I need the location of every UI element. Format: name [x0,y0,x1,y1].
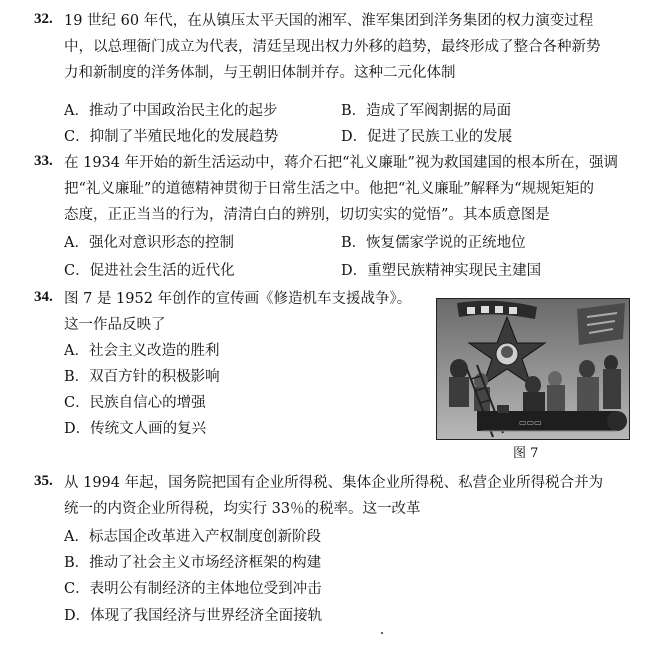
stem-line: 19 世纪 60 年代，在从镇压太平天国的湘军、淮军集团到洋务集团的权力演变过程 [64,13,594,29]
propaganda-poster-image [436,298,630,440]
stem-line: 这一作品反映了 [64,317,166,333]
option-c[interactable]: C．抑制了半殖民地化的发展趋势 [64,129,279,145]
option-b[interactable]: B．恢复儒家学说的正统地位 [341,235,526,251]
question-stem [64,150,632,228]
page-mark-dot [381,632,383,634]
question-number: 33. [34,153,53,169]
question-number: 34. [34,289,53,305]
stem-line: 力和新制度的洋务体制，与王朝旧体制并存。这种二元化体制 [64,65,456,81]
question-number: 32. [34,11,53,27]
option-c[interactable]: C．促进社会生活的近代化 [64,263,235,279]
option-d[interactable]: D．重塑民族精神实现民主建国 [341,263,542,279]
stem-line: 把“礼义廉耻”的道德精神贯彻于日常生活之中。他把“礼义廉耻”解释为“规规矩矩的 [64,181,595,197]
option-a[interactable]: A．社会主义改造的胜利 [64,343,220,359]
option-a[interactable]: A．强化对意识形态的控制 [64,235,234,251]
stem-line: 图 7 是 1952 年创作的宣传画《修造机车支援战争》。 [64,291,412,307]
question-stem [64,8,632,86]
stem-line: 从 1994 年起，国务院把国有企业所得税、集体企业所得税、私营企业所得税合并为 [64,475,604,491]
stem-line: 在 1934 年开始的新生活运动中，蒋介石把“礼义廉耻”视为救国建国的根本所在，强调 [64,155,618,171]
svg-text:▭▭▭: ▭▭▭ [519,418,542,427]
option-d[interactable]: D．传统文人画的复兴 [64,421,207,437]
option-a[interactable]: A．推动了中国政治民主化的起步 [64,103,278,119]
stem-line: 态度，正正当当的行为，清清白白的辨别，切切实实的觉悟”。其本质意图是 [64,207,550,223]
stem-line: 中，以总理衙门成立为代表，清廷呈现出权力外移的趋势，最终形成了整合各种新势 [64,39,601,55]
stem-line: 统一的内资企业所得税，均实行 33％的税率。这一改革 [64,501,421,517]
option-a[interactable]: A．标志国企改革进入产权制度创新阶段 [64,529,321,545]
figure-caption: 图 7 [513,446,539,461]
option-d[interactable]: D．体现了我国经济与世界经济全面接轨 [64,608,323,624]
option-c[interactable]: C．民族自信心的增强 [64,395,206,411]
option-b[interactable]: B．推动了社会主义市场经济框架的构建 [64,555,322,571]
option-b[interactable]: B．造成了军阀割据的局面 [341,103,512,119]
question-stem [64,470,632,522]
option-b[interactable]: B．双百方针的积极影响 [64,369,220,385]
option-c[interactable]: C．表明公有制经济的主体地位受到冲击 [64,581,322,597]
option-d[interactable]: D．促进了民族工业的发展 [341,129,513,145]
question-stem [64,286,434,338]
question-number: 35. [34,473,53,489]
